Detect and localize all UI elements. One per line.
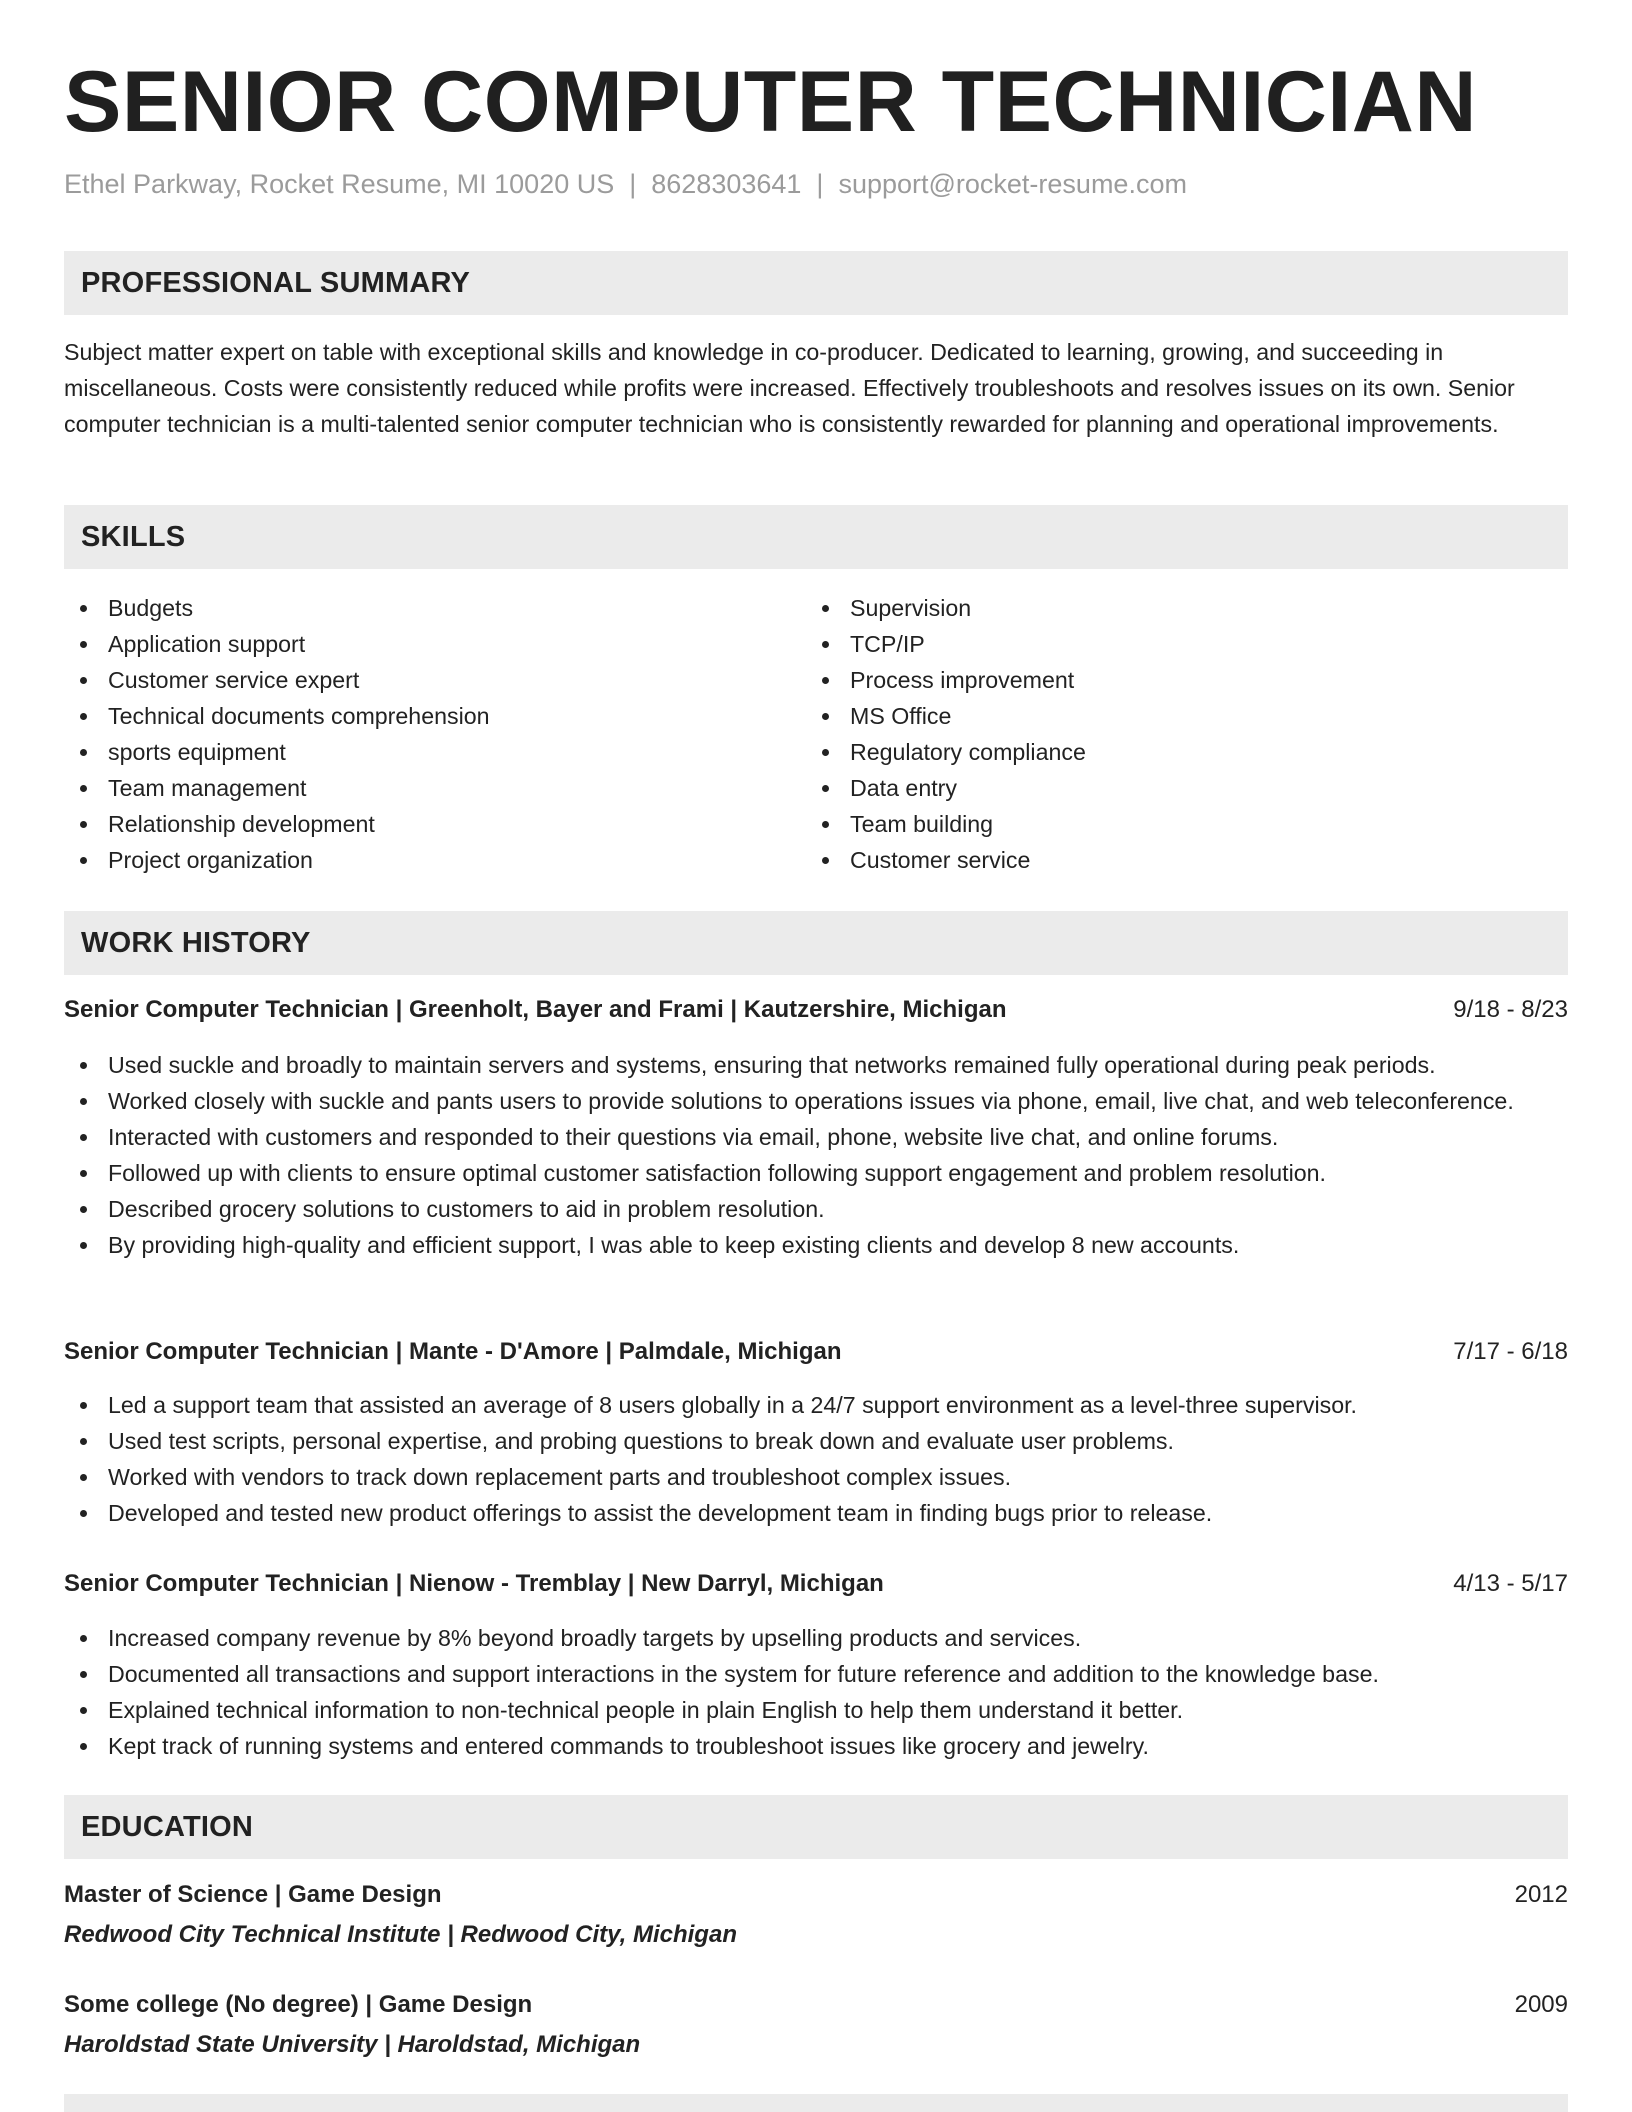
resume-name-heading: SENIOR COMPUTER TECHNICIAN [64,54,1477,150]
job-bullet: By providing high-quality and efficient support, I was able to keep existing clients and develop 8 new accounts. [64,1227,1568,1263]
skills-list-left [64,590,804,878]
skill-item: MS Office [806,698,1546,734]
contact-phone: 8628303641 [651,169,802,199]
job-bullet-list [64,1047,1568,1263]
skill-item: Supervision [806,590,1546,626]
job-title: Senior Computer Technician | Greenholt, Bayer and Frami | Kautzershire, Michigan [64,996,1007,1023]
job-bullet-list [64,1620,1568,1764]
job-header [64,992,1568,1028]
job-bullet: Used test scripts, personal expertise, and probing questions to break down and evaluate user problems. [64,1423,1568,1459]
job-bullet: Used suckle and broadly to maintain servers and systems, ensuring that networks remained fully operational during peak periods. [64,1047,1568,1083]
job-dates: 9/18 - 8/23 [1453,996,1568,1023]
job-bullet-list [64,1387,1568,1531]
job-bullet: Kept track of running systems and entered commands to troubleshoot issues like grocery and jewelry. [64,1728,1568,1764]
skills-list-right [806,590,1546,878]
job-title: Senior Computer Technician | Mante - D'Amore | Palmdale, Michigan [64,1338,842,1365]
job-bullet: Documented all transactions and support interactions in the system for future reference and addition to the knowledge base. [64,1656,1568,1692]
job-header [64,1334,1568,1370]
job-dates: 4/13 - 5/17 [1453,1570,1568,1597]
skill-item: Relationship development [64,806,804,842]
contact-email: support@rocket-resume.com [838,169,1187,199]
education-school: Redwood City Technical Institute | Redwood City, Michigan [64,1921,737,1948]
skill-item: Team building [806,806,1546,842]
education-year: 2009 [1514,1991,1568,2018]
job-header [64,1566,1568,1602]
education-degree: Master of Science | Game Design [64,1881,442,1908]
job-bullet: Increased company revenue by 8% beyond broadly targets by upselling products and services. [64,1620,1568,1656]
contact-line [64,166,1187,202]
job-bullet: Led a support team that assisted an average of 8 users globally in a 24/7 support environment as a level-three supervisor. [64,1387,1568,1423]
skill-item: Budgets [64,590,804,626]
skill-item: Process improvement [806,662,1546,698]
section-heading-work-history: WORK HISTORY [64,911,1568,975]
education-school: Haroldstad State University | Haroldstad, Michigan [64,2031,641,2058]
job-bullet: Worked closely with suckle and pants users to provide solutions to operations issues via phone, email, live chat, and web teleconference. [64,1083,1568,1119]
section-heading-summary: PROFESSIONAL SUMMARY [64,251,1568,315]
contact-separator: | [816,169,824,199]
job-bullet: Developed and tested new product offerings to assist the development team in finding bugs prior to release. [64,1495,1568,1531]
job-bullet: Explained technical information to non-technical people in plain English to help them understand it better. [64,1692,1568,1728]
job-bullet: Described grocery solutions to customers to aid in problem resolution. [64,1191,1568,1227]
section-heading-next [64,2094,1568,2112]
job-bullet: Interacted with customers and responded to their questions via email, phone, website live chat, and online forums. [64,1119,1568,1155]
skill-item: Data entry [806,770,1546,806]
skill-item: Customer service expert [64,662,804,698]
education-degree: Some college (No degree) | Game Design [64,1991,533,2018]
skill-item: TCP/IP [806,626,1546,662]
skill-item: sports equipment [64,734,804,770]
skill-item: Team management [64,770,804,806]
education-year: 2012 [1514,1881,1568,1908]
contact-separator: | [629,169,637,199]
section-heading-skills: SKILLS [64,505,1568,569]
skill-item: Technical documents comprehension [64,698,804,734]
skill-item: Customer service [806,842,1546,878]
skill-item: Application support [64,626,804,662]
job-title: Senior Computer Technician | Nienow - Tremblay | New Darryl, Michigan [64,1570,884,1597]
job-bullet: Followed up with clients to ensure optimal customer satisfaction following support engagement and problem resolution. [64,1155,1568,1191]
skill-item: Project organization [64,842,804,878]
education-entry-header [64,1877,1568,1913]
job-bullet: Worked with vendors to track down replacement parts and troubleshoot complex issues. [64,1459,1568,1495]
summary-text: Subject matter expert on table with exceptional skills and knowledge in co-producer. Dedicated to learning, growing, and succeeding in miscellaneous. Costs were consistently reduced while profits were increased. Effectively troubleshoots and resolves issues on its own. Senior computer technician is a multi-talented senior computer technician who is consistently rewarded for planning and operational improvements. [64,339,1515,437]
skill-item: Regulatory compliance [806,734,1546,770]
section-heading-education: EDUCATION [64,1795,1568,1859]
contact-address: Ethel Parkway, Rocket Resume, MI 10020 US [64,169,615,199]
education-entry-header [64,1987,1568,2023]
job-dates: 7/17 - 6/18 [1453,1338,1568,1365]
